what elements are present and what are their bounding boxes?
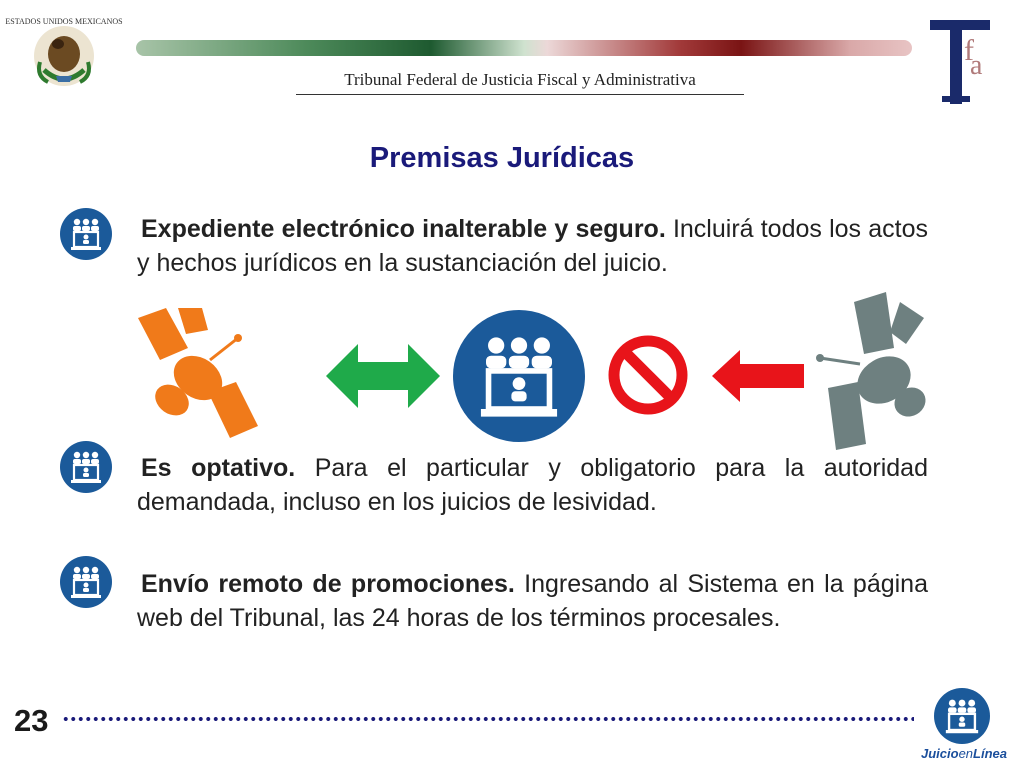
mexico-seal-logo: [5, 10, 123, 100]
juicio-en-linea-center-icon: [453, 310, 585, 442]
juicio-en-linea-bullet-icon: [60, 556, 112, 608]
bullet-3-body: Ingresando al Sistema en la página web del Tribunal, las 24 horas de los términos procesales.: [137, 570, 928, 632]
bullet-1-body: Incluirá todos los actos y hechos jurídicos en la sustanciación del juicio.: [137, 215, 928, 277]
footer-dotted-line: [62, 716, 914, 722]
svg-text:a: a: [970, 50, 983, 81]
bullet-1-bold: Expediente electrónico inalterable y seguro.: [141, 215, 666, 243]
tfjfa-logo: [924, 14, 996, 106]
bullet-2-text: [137, 451, 928, 519]
satellite-gray-icon: [814, 292, 934, 452]
page-title: Premisas Jurídicas: [369, 142, 635, 174]
svg-text:f: f: [964, 34, 974, 67]
juicio-en-linea-bullet-icon: [60, 441, 112, 493]
prohibited-icon: [607, 334, 689, 416]
juicio-en-linea-brand: [912, 746, 1016, 761]
bullet-1-text: [137, 212, 928, 280]
svg-text:j: j: [954, 55, 960, 77]
bullet-3-bold: Envío remoto de promociones.: [141, 570, 515, 598]
bullet-2-body: Para el particular y obligatorio para la autoridad demandada, incluso en los juicios de lesividad.: [137, 454, 928, 516]
bullet-2-bold: Es optativo.: [141, 454, 296, 482]
page-number: 23: [14, 703, 49, 738]
juicio-en-linea-bullet-icon: [60, 208, 112, 260]
institution-name: Tribunal Federal de Justicia Fiscal y Administrativa: [344, 70, 696, 89]
brand-part-1: Juicio: [920, 746, 959, 761]
arrow-left-red-icon: [712, 350, 804, 402]
juicio-en-linea-footer-logo-icon: [934, 688, 990, 744]
seal-text: ESTADOS UNIDOS MEXICANOS: [5, 17, 123, 26]
header-divider: [296, 94, 744, 95]
satellite-orange-icon: [132, 308, 264, 444]
bullet-3-text: [137, 567, 928, 635]
header-gradient-bar: [136, 40, 912, 56]
double-arrow-green-icon: [326, 340, 440, 412]
brand-part-2: en: [958, 746, 974, 761]
brand-part-3: Línea: [973, 746, 1007, 761]
